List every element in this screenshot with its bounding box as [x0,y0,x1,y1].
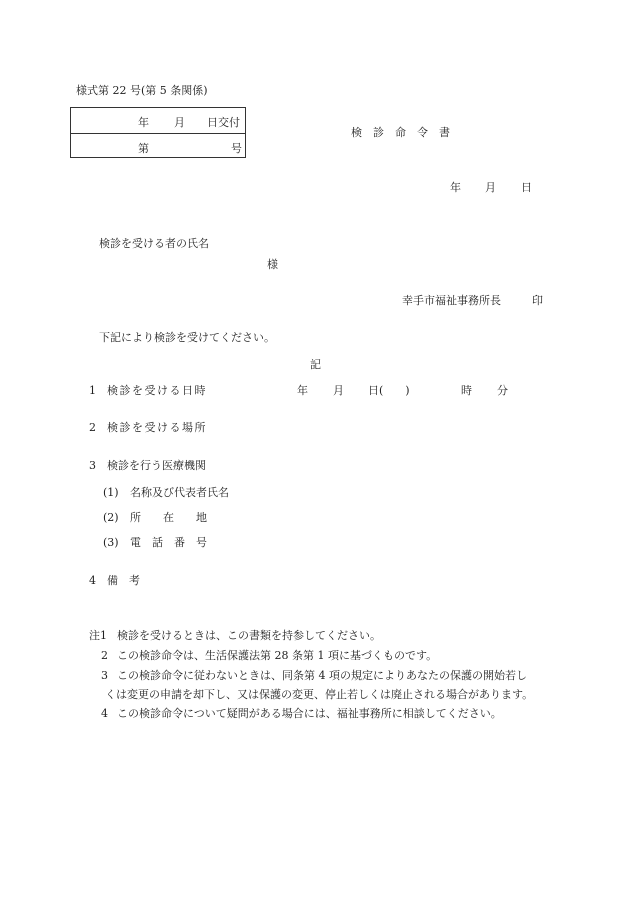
ki-heading: 記 [310,358,321,371]
recipient-honorific: 様 [267,258,278,271]
item-1-label: 検診を受ける日時 [107,384,207,397]
item-1-hour: 時 [461,384,472,397]
note-3-num: 3 [101,669,108,682]
item-3-num: 3 [89,459,96,472]
issue-box [70,107,246,158]
note-1-num: 注1 [89,629,107,642]
note-2-text: この検診命令は、生活保護法第 28 条第 1 項に基づくものです。 [117,649,438,662]
note-4-num: 4 [101,707,108,720]
recipient-label: 検診を受ける者の氏名 [99,237,209,250]
item-4-label: 備 考 [107,574,140,587]
item-1-month: 月 [333,384,344,397]
issue-day-issued: 日交付 [207,116,240,129]
item-4-num: 4 [89,574,96,587]
form-number: 様式第 22 号(第 5 条関係) [76,84,208,97]
date-year: 年 [450,181,461,194]
note-3-line1: この検診命令に従わないときは、同条第 4 項の規定によりあなたの保護の開始若し [117,669,527,682]
date-month: 月 [485,181,496,194]
item-1-day-weekday: 日( ) [368,384,410,397]
note-4-text: この検診命令について疑問がある場合には、福祉事務所に相談してください。 [117,707,502,720]
item-3-sub3-num: (3) [103,536,119,549]
note-3-line2: くは変更の申請を却下し、又は保護の変更、停止若しくは廃止される場合があります。 [105,688,534,701]
note-2-num: 2 [101,649,108,662]
item-3-label: 検診を行う医療機関 [107,459,206,472]
intro-text: 下記により検診を受けてください。 [99,331,275,344]
date-day: 日 [521,181,532,194]
issue-year: 年 [138,116,149,129]
issuer-name: 幸手市福祉事務所長 [402,294,501,307]
issue-go: 号 [231,142,242,155]
note-1-text: 検診を受けるときは、この書類を持参してください。 [117,629,381,642]
item-1-num: 1 [89,384,96,397]
document-title: 検 診 命 令 書 [351,126,450,139]
issue-box-divider [71,133,245,134]
item-2-label: 検診を受ける場所 [107,421,207,434]
item-2-num: 2 [89,421,96,434]
issue-month: 月 [174,116,185,129]
item-1-minute: 分 [497,384,508,397]
item-3-sub2-label: 所 在 地 [130,511,207,524]
item-3-sub2-num: (2) [103,511,119,524]
issue-dai: 第 [138,142,149,155]
item-3-sub3-label: 電 話 番 号 [130,536,207,549]
issuer-seal: 印 [532,294,543,307]
item-3-sub1-label: 名称及び代表者氏名 [130,486,229,499]
item-3-sub1-num: (1) [103,486,119,499]
item-1-year: 年 [297,384,308,397]
